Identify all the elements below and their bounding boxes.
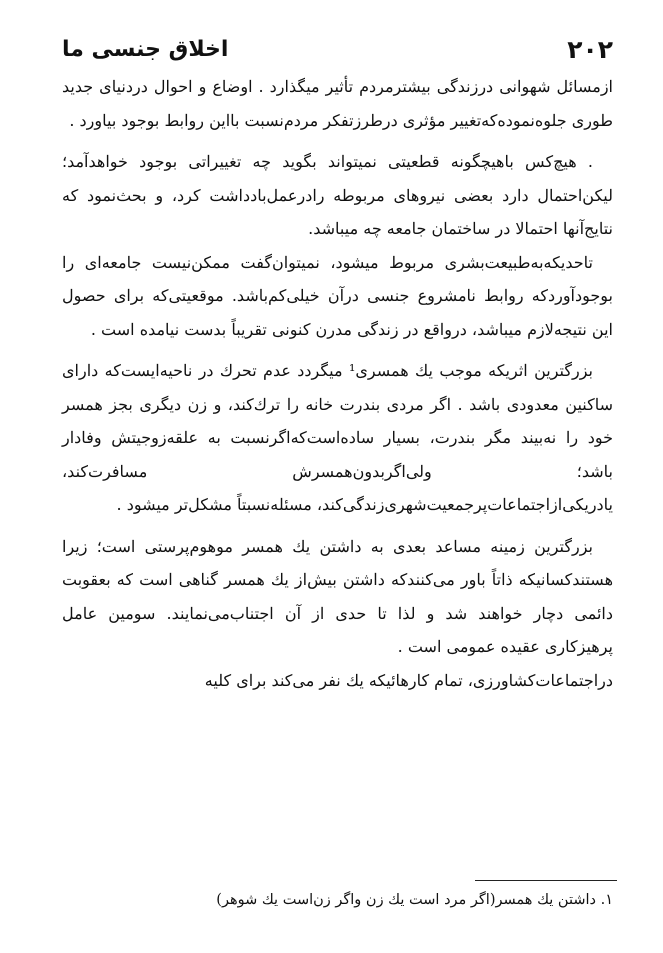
- running-title: اخلاق جنسی ما: [62, 37, 229, 62]
- paragraph-3: تاحدیکه‌به‌طبیعت‌بشری مربوط میشود، نمیتوان‌گفت ممکن‌نیست جامعه‌ای را بوجودآوردکه روابط نامشروع جنسی درآن خیلی‌کم‌باشد. موقعیتی‌که برای حصول این نتیجه‌لازم میباشد، درواقع در زندگی مدرن کنونی تقریباً بدست نیامده است .: [62, 252, 613, 339]
- footnote-divider: [475, 880, 617, 881]
- paragraph-gap: [62, 522, 613, 530]
- paragraph-1: ازمسائل شهوانی درزندگی بیشترمردم تأثیر میگذارد . اوضاع و احوال دردنیای جدید طوری جلوه‌نموده‌که‌تغییر مؤثری درطرزتفکر مردم‌نسبت بااین روابط بوجود بیاورد .: [62, 77, 613, 130]
- page-number: ۲۰۲: [567, 35, 613, 64]
- paragraph-gap: [62, 137, 613, 145]
- page-header: [62, 20, 613, 64]
- paragraph-2: . هیچ‌کس باهیچگونه قطعیتی نمیتواند بگوید چه تغییراتی بوجود خواهدآمد؛ لیکن‌احتمال دارد بعضی نیروهای مربوطه رادرعمل‌بادداشت کرد، و بحث‌نمود که نتایج‌آنها احتمالا در ساختمان جامعه چه میباشد.: [62, 152, 613, 238]
- body-text: [62, 70, 613, 697]
- paragraph-gap: [62, 346, 613, 354]
- paragraph-6: دراجتماعات‌کشاورزی، تمام کارهائیکه یك نفر می‌کند برای کلیه: [204, 670, 613, 690]
- paragraph-4: بزرگترین اثریکه موجب یك همسری¹ میگردد عدم تحرك در ناحیه‌ایست‌که دارای ساکنین معدودی باشد . اگر مردی بندرت خانه را ترك‌کند، و زن دیگری بجز همسر خود را نه‌بیند مگر بندرت، بسیار ساده‌است‌که‌اگرنسبت به علقه‌زوجیتش وفادار باشد؛ ولی‌اگربدون‌همسرش مسافرت‌کند، یادریکی‌ازاجتماعات‌پرجمعیت‌شهری‌زندگی‌کند، مسئله‌نسبتاً مشکل‌تر میشود .: [62, 361, 613, 514]
- footnote: ۱. داشتن یك همسر(اگر مرد است یك زن واگر زن‌است یك شوهر): [216, 892, 613, 908]
- paragraph-5: بزرگترین زمینه مساعد بعدی به داشتن یك همسر موهوم‌پرستی است؛ زیرا هستندکسانیکه ذاتاً باور می‌کنندکه داشتن بیش‌از یك همسر گناهی است که بعقوبت دائمی دچار خواهند شد و لذا تا حدی از آن اجتناب‌می‌نمایند. سومین عامل پرهیزکاری عقیده عمومی است .: [62, 536, 613, 656]
